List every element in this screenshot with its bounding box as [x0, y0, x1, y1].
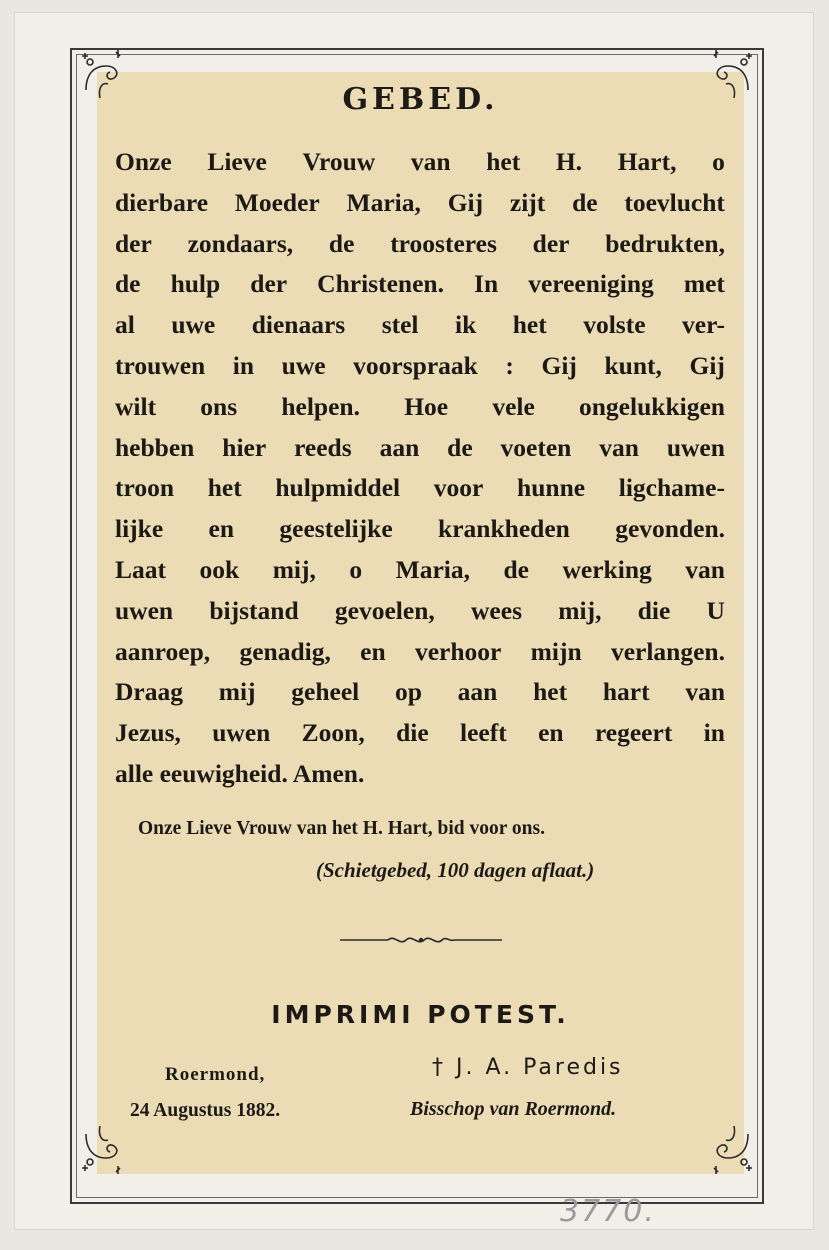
prayer-line: trouwen in uwe voorspraak : Gij kunt, Gij: [115, 350, 725, 380]
corner-ornament-icon: [76, 1120, 136, 1180]
prayer-line: der zondaars, de troosteres der bedrukten,: [115, 228, 725, 258]
prayer-text: [115, 142, 725, 795]
signer-name: † J. A. Paredis: [432, 1055, 624, 1080]
prayer-line: hebben hier reeds aan de voeten van uwen: [115, 432, 725, 462]
place-line: Roermond,: [165, 1064, 266, 1085]
prayer-line: Draag mij geheel op aan het hart van: [115, 677, 725, 707]
prayer-line: lijke en geestelijke krankheden gevonden.: [115, 514, 725, 544]
imprimatur-heading: IMPRIMI POTEST.: [271, 1000, 570, 1029]
invocation-line: Onze Lieve Vrouw van het H. Hart, bid voor ons.: [138, 818, 545, 839]
prayer-line: de hulp der Christenen. In vereeniging met: [115, 269, 725, 299]
prayer-line: troon het hulpmiddel voor hunne ligchame-: [115, 473, 725, 503]
prayer-line: al uwe dienaars stel ik het volste ver-: [115, 310, 725, 340]
prayer-title: GEBED.: [342, 82, 499, 117]
prayer-line: Laat ook mij, o Maria, de werking van: [115, 554, 725, 584]
indulgence-note: (Schietgebed, 100 dagen aflaat.): [316, 858, 595, 882]
prayer-line: aanroep, genadig, en verhoor mijn verlangen.: [115, 636, 725, 666]
prayer-line: alle eeuwigheid. Amen.: [115, 758, 365, 788]
ornamental-divider-icon: [338, 930, 504, 950]
date-line: 24 Augustus 1882.: [130, 1100, 281, 1121]
signer-role: Bisschop van Roermond.: [410, 1098, 617, 1120]
prayer-line: Onze Lieve Vrouw van het H. Hart, o: [115, 147, 725, 176]
prayer-line: dierbare Moeder Maria, Gij zijt de toevlucht: [115, 187, 725, 217]
inventory-number: 3770.: [560, 1194, 656, 1229]
corner-ornament-icon: [698, 1120, 758, 1180]
prayer-line: uwen bijstand gevoelen, wees mij, die U: [115, 595, 725, 625]
prayer-line: wilt ons helpen. Hoe vele ongelukkigen: [115, 391, 725, 421]
prayer-line: Jezus, uwen Zoon, die leeft en regeert in: [115, 718, 725, 748]
